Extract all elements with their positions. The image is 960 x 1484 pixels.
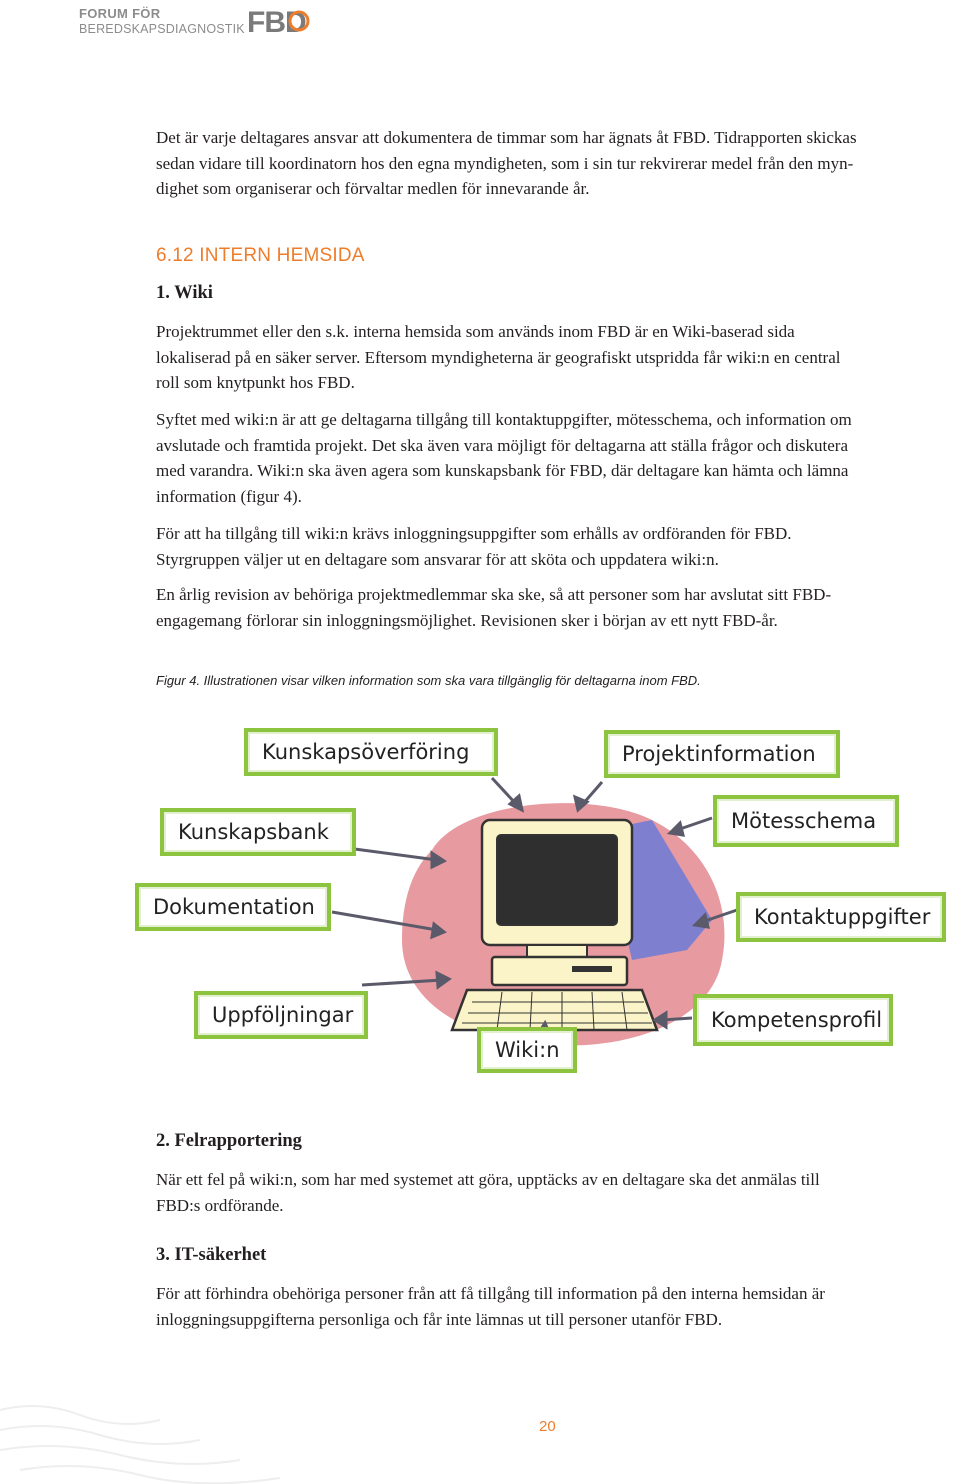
intro-paragraph: Det är varje deltagares ansvar att dokumentera de timmar som har ägnats åt FBD. Tidrapporten skickas sedan vidare till koordinatorn hos den egna myndigheten, som i sin tur rekvirerar medel från den myn- dighet som organiserar och förvaltar medlen för innevarande år. (156, 128, 857, 198)
itsakerhet-paragraph: För att förhindra obehöriga personer från att få tillgång till information på den interna hemsidan är inloggningsuppgifterna personliga och får inte lämnas ut till personer utanför FBD. (156, 1284, 825, 1329)
wiki-illustration (132, 700, 960, 1085)
tag-projektinformation: Projektinformation (604, 730, 840, 778)
tag-kompetensprofil: Kompetensprofil (693, 994, 893, 1046)
wiki-paragraph-4: En årlig revision av behöriga projektmedlemmar ska ske, så att personer som har avslutat sitt FBD- engagemang förlorar sin inloggningsmöjlighet. Revisionen sker i början av ett nytt FBD-år. (156, 585, 832, 630)
tag-kontaktuppgifter: Kontaktuppgifter (736, 892, 946, 942)
tag-motesschema: Mötesschema (713, 795, 899, 847)
fbd-logo (247, 6, 311, 36)
tag-dokumentation: Dokumentation (135, 883, 331, 931)
tag-uppfoljningar: Uppföljningar (194, 991, 368, 1039)
page-number: 20 (539, 1418, 556, 1435)
logo-text: FBD (247, 6, 306, 36)
felrapportering-title: 2. Felrapportering (156, 1131, 302, 1151)
wiki-paragraph-1: Projektrummet eller den s.k. interna hemsida som används inom FBD är en Wiki-baserad sida lokaliserad på en säker server. Eftersom myndigheterna är geografiskt utspridda får wiki:n en central roll som knytpunkt hos FBD. (156, 322, 841, 392)
felrapportering-paragraph: När ett fel på wiki:n, som har med systemet att göra, upptäcks av en deltagare ska det anmälas till FBD:s ordförande. (156, 1170, 820, 1215)
header-line2: BEREDSKAPSDIAGNOSTIK (79, 22, 245, 36)
section-heading: 6.12 INTERN HEMSIDA (156, 245, 365, 266)
wiki-paragraph-2: Syftet med wiki:n är att ge deltagarna tillgång till kontaktuppgifter, mötesschema, och information om avslutade och framtida projekt. Det ska även vara möjligt för deltagarna att ställa frågor och diskutera med varandra. Wiki:n ska även agera som kunskapsbank för FBD, där deltagare kan hämta och lämna information (figur 4). (156, 410, 852, 506)
itsakerhet-title: 3. IT-säkerhet (156, 1245, 267, 1265)
footer-pattern (0, 1390, 960, 1484)
monitor-stand (527, 945, 587, 957)
header-line1: FORUM FÖR (79, 6, 161, 21)
monitor-screen (497, 835, 617, 925)
wiki-paragraph-3: För att ha tillgång till wiki:n krävs inloggningsuppgifter som erhålls av ordföranden för FBD. Styrgruppen väljer ut en deltagare som ansvarar för att sköta och uppdatera wiki:n. (156, 524, 792, 569)
disk-slot (572, 966, 612, 972)
figure-caption: Figur 4. Illustrationen visar vilken information som ska vara tillgänglig för deltagarna inom FBD. (156, 673, 701, 688)
tag-kunskapsbank: Kunskapsbank (160, 808, 356, 856)
page-header (79, 6, 329, 40)
wiki-title: 1. Wiki (156, 283, 213, 303)
tag-wiki: Wiki:n (477, 1027, 577, 1073)
tag-kunskapsoverforing: Kunskapsöverföring (244, 728, 498, 776)
